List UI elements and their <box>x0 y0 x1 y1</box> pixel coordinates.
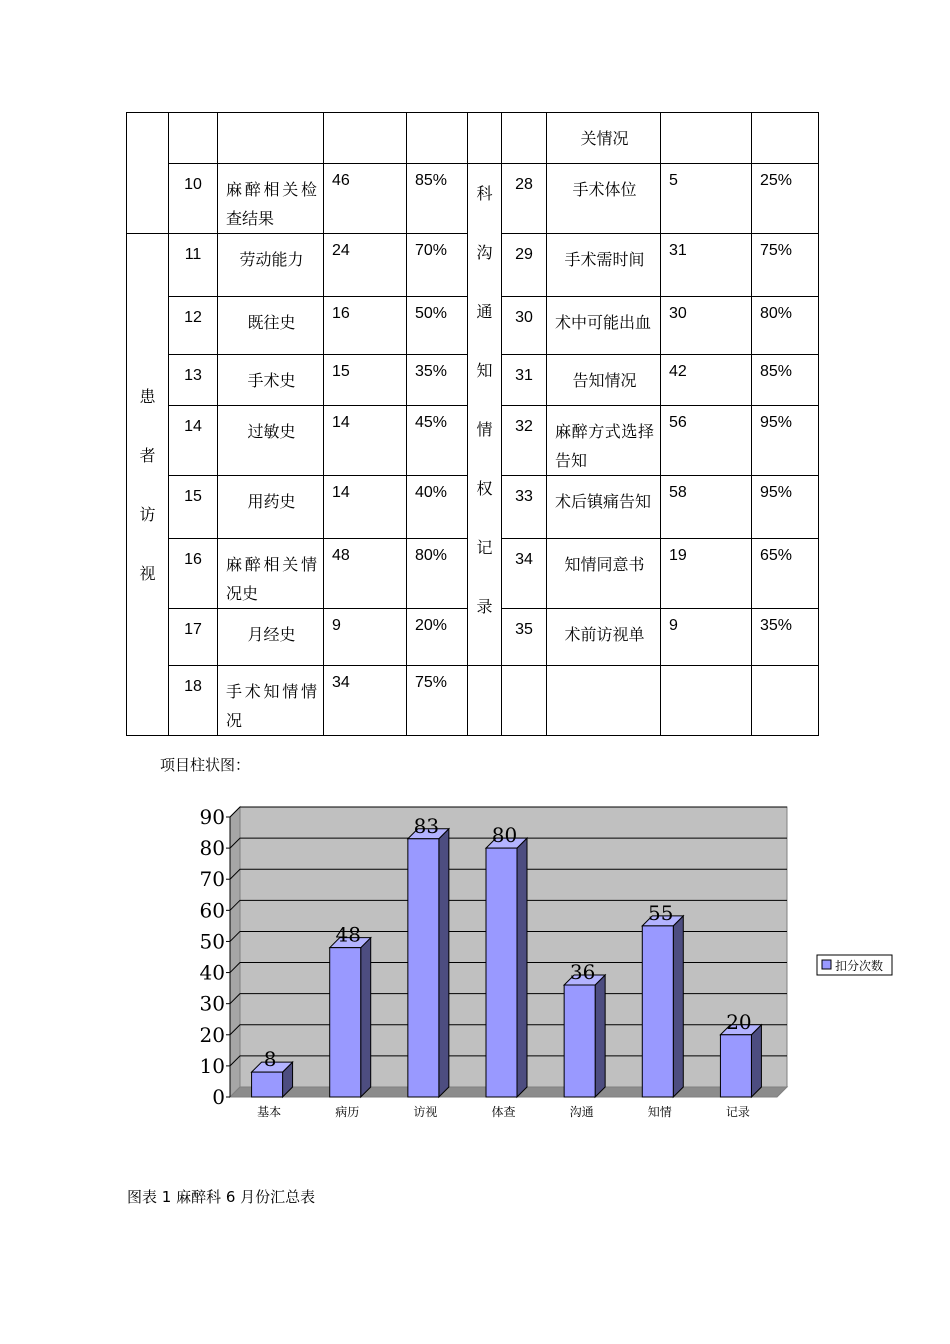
bar <box>486 848 517 1097</box>
item-count: 58 <box>661 476 752 539</box>
table-row <box>127 113 819 164</box>
item-count: 14 <box>324 406 407 476</box>
item-number: 10 <box>169 164 218 234</box>
item-name: 告知情况 <box>547 355 661 406</box>
item-name: 手术体位 <box>547 164 661 234</box>
item-name: 手术知情情况 <box>218 666 324 736</box>
data-label: 20 <box>726 1009 752 1034</box>
item-name <box>218 113 324 164</box>
bar-side <box>361 938 371 1097</box>
item-percent: 40% <box>407 476 468 539</box>
data-label: 83 <box>413 813 440 838</box>
item-percent: 95% <box>752 406 819 476</box>
item-number: 18 <box>169 666 218 736</box>
item-percent: 75% <box>407 666 468 736</box>
item-name: 麻醉相关检查结果 <box>218 164 324 234</box>
item-count: 15 <box>324 355 407 406</box>
x-tick-label: 基本 <box>257 1105 282 1119</box>
item-number: 14 <box>169 406 218 476</box>
bar <box>330 948 361 1097</box>
data-label: 80 <box>491 823 518 848</box>
bar <box>564 985 595 1097</box>
bar <box>252 1072 283 1097</box>
item-name: 术前访视单 <box>547 609 661 666</box>
y-tick-label: 20 <box>199 1022 225 1047</box>
plot-side-wall <box>230 807 240 1097</box>
item-count: 48 <box>324 539 407 609</box>
item-percent: 65% <box>752 539 819 609</box>
item-count: 46 <box>324 164 407 234</box>
item-percent: 35% <box>752 609 819 666</box>
item-count: 42 <box>661 355 752 406</box>
group-cell-blank <box>468 666 502 736</box>
item-count <box>661 113 752 164</box>
item-percent: 80% <box>407 539 468 609</box>
item-count: 9 <box>324 609 407 666</box>
item-name: 手术史 <box>218 355 324 406</box>
x-tick-label: 知情 <box>647 1105 672 1119</box>
item-percent <box>407 113 468 164</box>
bar-side <box>439 829 449 1097</box>
item-number <box>169 113 218 164</box>
y-tick-label: 70 <box>199 867 225 892</box>
item-number: 12 <box>169 297 218 355</box>
y-tick-label: 80 <box>199 836 225 861</box>
item-count: 14 <box>324 476 407 539</box>
bar-side <box>673 916 683 1097</box>
item-name: 麻醉方式选择告知 <box>547 406 661 476</box>
item-count: 9 <box>661 609 752 666</box>
data-label: 48 <box>335 922 361 947</box>
item-number: 32 <box>502 406 547 476</box>
y-tick-label: 10 <box>199 1053 225 1078</box>
item-name: 知情同意书 <box>547 539 661 609</box>
bar-side <box>751 1025 761 1097</box>
bar <box>408 839 439 1097</box>
x-tick-label: 体查 <box>491 1105 516 1119</box>
assessment-table <box>126 112 819 736</box>
bar-chart <box>190 800 910 1130</box>
item-count: 31 <box>661 234 752 297</box>
item-name: 关情况 <box>547 113 661 164</box>
y-tick-label: 40 <box>199 960 225 985</box>
item-name: 月经史 <box>218 609 324 666</box>
item-name: 术后镇痛告知 <box>547 476 661 539</box>
data-label: 8 <box>263 1047 277 1072</box>
item-number: 35 <box>502 609 547 666</box>
item-name <box>547 666 661 736</box>
bar-side <box>595 975 605 1097</box>
item-count: 30 <box>661 297 752 355</box>
y-tick-label: 30 <box>199 991 225 1016</box>
item-number: 31 <box>502 355 547 406</box>
item-count: 56 <box>661 406 752 476</box>
chart-intro-label: 项目柱状图： <box>160 756 251 774</box>
item-number <box>502 666 547 736</box>
x-tick-label: 病历 <box>335 1105 360 1119</box>
item-number: 30 <box>502 297 547 355</box>
item-percent: 85% <box>407 164 468 234</box>
item-percent: 45% <box>407 406 468 476</box>
item-name: 既往史 <box>218 297 324 355</box>
x-tick-label: 沟通 <box>569 1105 594 1119</box>
item-name: 用药史 <box>218 476 324 539</box>
item-percent <box>752 666 819 736</box>
item-number: 29 <box>502 234 547 297</box>
item-number: 13 <box>169 355 218 406</box>
item-name: 劳动能力 <box>218 234 324 297</box>
item-count: 16 <box>324 297 407 355</box>
y-tick-label: 90 <box>199 805 225 829</box>
table-row <box>127 666 819 736</box>
x-tick-label: 访视 <box>413 1105 438 1119</box>
item-name: 麻醉相关情况史 <box>218 539 324 609</box>
item-percent: 70% <box>407 234 468 297</box>
item-number: 16 <box>169 539 218 609</box>
group-label-patient-visit: 患 者 访 视 <box>127 234 169 736</box>
item-number: 17 <box>169 609 218 666</box>
item-percent: 50% <box>407 297 468 355</box>
item-percent: 95% <box>752 476 819 539</box>
group-cell-blank <box>127 113 169 234</box>
item-percent: 25% <box>752 164 819 234</box>
legend-swatch <box>822 960 831 969</box>
item-number: 28 <box>502 164 547 234</box>
bar <box>720 1035 751 1097</box>
data-label: 36 <box>569 960 596 984</box>
item-percent: 80% <box>752 297 819 355</box>
table-row <box>127 164 819 234</box>
item-number: 33 <box>502 476 547 539</box>
item-number: 34 <box>502 539 547 609</box>
item-count: 24 <box>324 234 407 297</box>
y-tick-label: 50 <box>199 929 225 954</box>
item-count: 34 <box>324 666 407 736</box>
item-count <box>324 113 407 164</box>
item-name: 过敏史 <box>218 406 324 476</box>
bar-side <box>517 838 527 1097</box>
item-number: 11 <box>169 234 218 297</box>
figure-caption: 图表 1 麻醉科 6 月份汇总表 <box>127 1188 316 1206</box>
item-percent: 75% <box>752 234 819 297</box>
item-count <box>661 666 752 736</box>
bar <box>642 926 673 1097</box>
data-label: 55 <box>648 900 674 925</box>
item-number: 15 <box>169 476 218 539</box>
item-percent <box>752 113 819 164</box>
item-number <box>502 113 547 164</box>
y-tick-label: 60 <box>199 898 225 923</box>
group-cell-blank <box>468 113 502 164</box>
legend-label: 扣分次数 <box>835 959 884 973</box>
group-label-communication-record: 科 沟 通 知 情 权 记 录 <box>468 164 502 666</box>
item-count: 5 <box>661 164 752 234</box>
x-tick-label: 记录 <box>725 1105 750 1119</box>
item-percent: 35% <box>407 355 468 406</box>
y-tick-label: 0 <box>212 1085 225 1109</box>
item-count: 19 <box>661 539 752 609</box>
item-percent: 85% <box>752 355 819 406</box>
item-name: 手术需时间 <box>547 234 661 297</box>
item-percent: 20% <box>407 609 468 666</box>
item-name: 术中可能出血 <box>547 297 661 355</box>
